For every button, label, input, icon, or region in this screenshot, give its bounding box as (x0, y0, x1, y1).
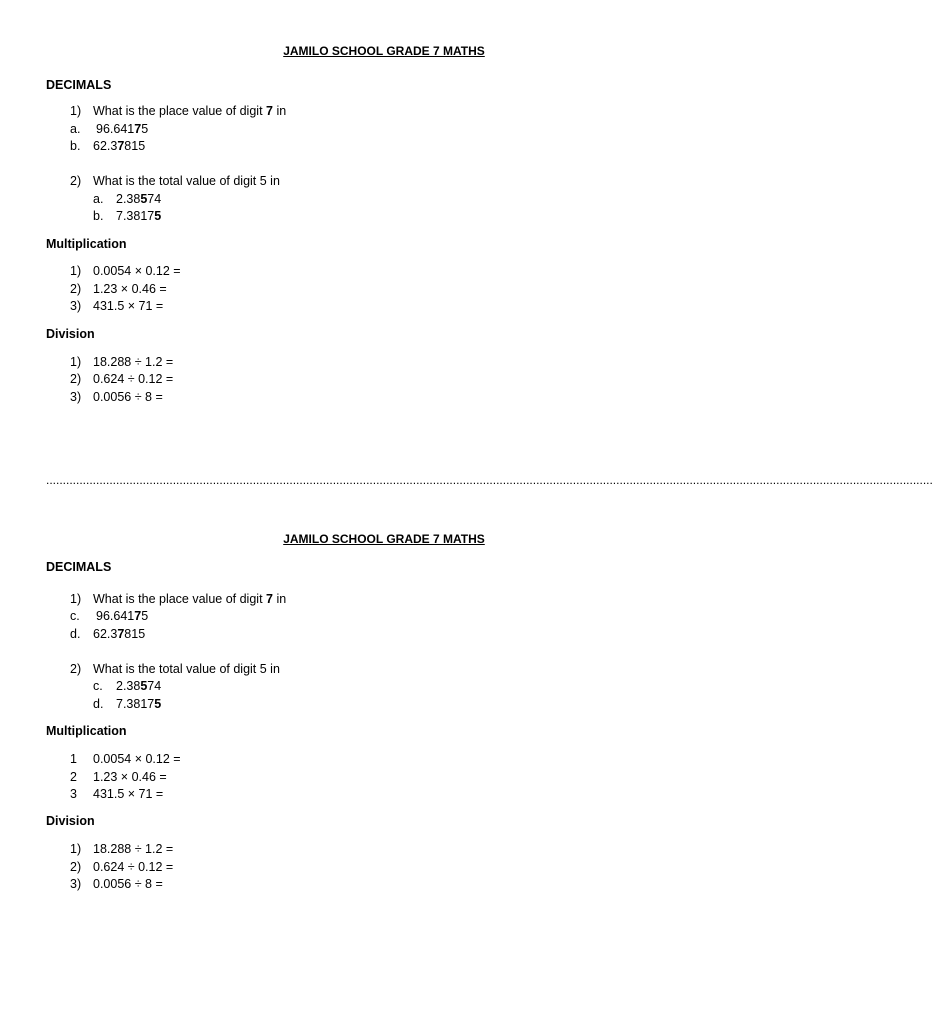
cut-line-divider: .......................................................................................................................................................................................................................................................................... (46, 473, 933, 487)
worksheet-title: JAMILO SCHOOL GRADE 7 MATHS (283, 532, 485, 546)
section-heading-decimals: DECIMALS (46, 560, 112, 574)
question-number: 1) (70, 104, 82, 118)
question-text: What is the place value of digit 7 in (93, 104, 287, 118)
section-heading-multiplication: Multiplication (46, 724, 127, 738)
question-text: What is the place value of digit 7 in (93, 592, 287, 606)
worksheet-title: JAMILO SCHOOL GRADE 7 MATHS (283, 44, 485, 58)
question-number: 1) (70, 592, 82, 606)
section-heading-decimals: DECIMALS (46, 78, 112, 92)
section-heading-division: Division (46, 327, 95, 341)
section-heading-division: Division (46, 814, 95, 828)
section-heading-multiplication: Multiplication (46, 237, 127, 251)
